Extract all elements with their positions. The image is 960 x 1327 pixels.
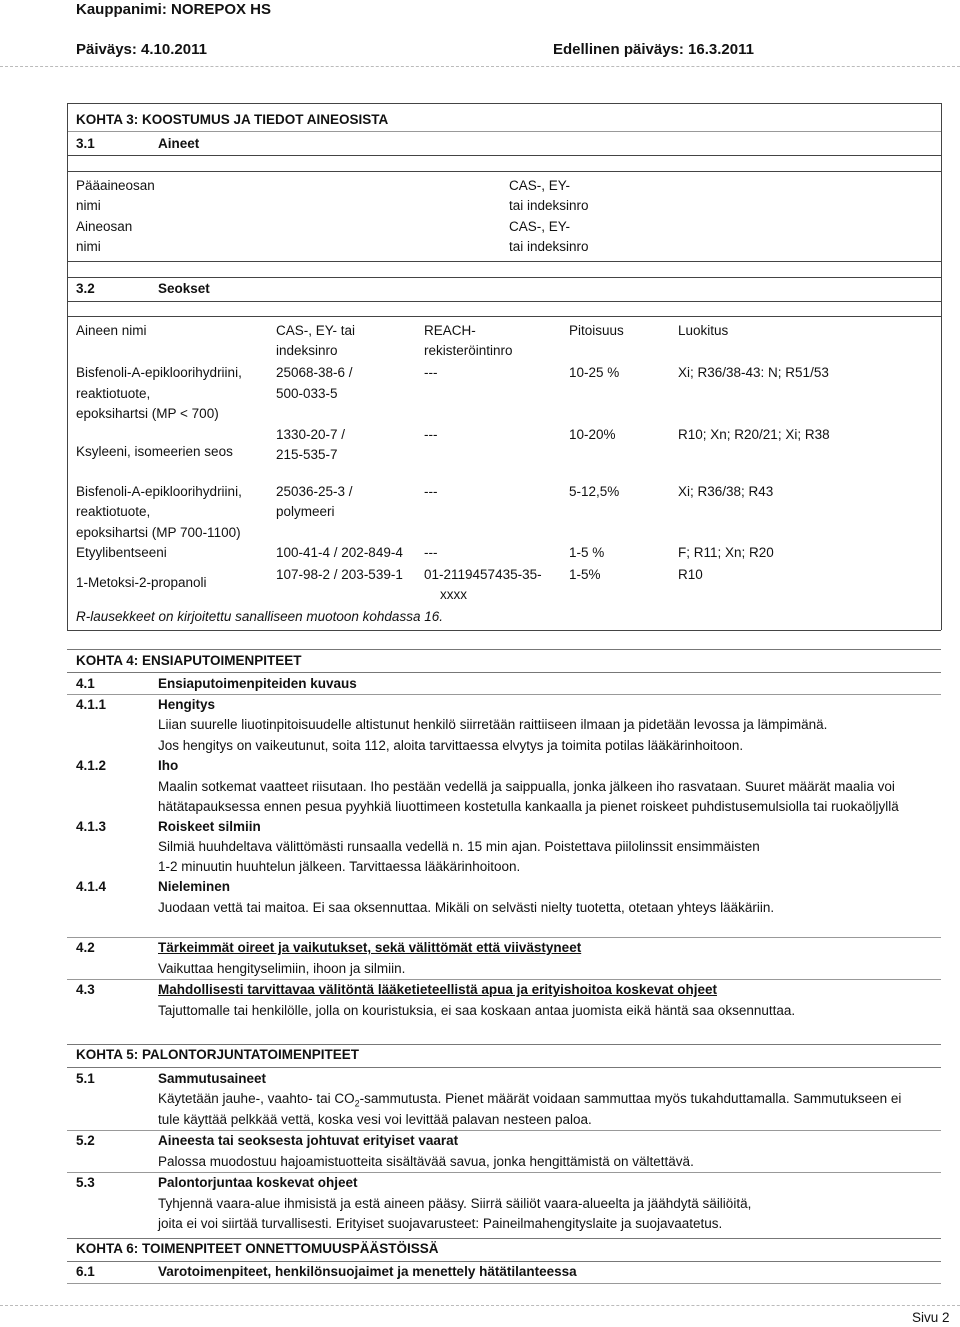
section-4-1-3-text: Silmiä huuhdeltava välittömästi runsaalla vedellä n. 15 min ajan. Poistettava piilolinssit ensimmäisten bbox=[158, 839, 760, 854]
row-cas: 107-98-2 / 203-539-1 bbox=[276, 567, 403, 582]
row-cas: 100-41-4 / 202-849-4 bbox=[276, 545, 403, 560]
row-reach: --- bbox=[424, 427, 438, 442]
row-cas: 1330-20-7 / bbox=[276, 427, 346, 442]
section-4-1-1-text-2: Jos hengitys on vaikeutunut, soita 112, aloita tarvittaessa elvytys ja toimita potilas lääkärinhoitoon. bbox=[158, 738, 744, 753]
row-name-2: reaktiotuote, bbox=[76, 386, 151, 401]
component-cas-label: CAS-, EY- bbox=[509, 219, 571, 234]
section-4-1-3-title: Roiskeet silmiin bbox=[158, 819, 261, 834]
section-4-1-4-title: Nieleminen bbox=[158, 879, 231, 894]
section-5-2-title: Aineesta tai seoksesta johtuvat erityiset vaarat bbox=[158, 1133, 459, 1148]
main-cas-label: CAS-, EY- bbox=[509, 178, 571, 193]
section-4-1-3-number: 4.1.3 bbox=[76, 819, 107, 834]
section-6-1-title: Varotoimenpiteet, henkilönsuojaimet ja menettely hätätilanteessa bbox=[158, 1264, 577, 1279]
section-4-1-title: Ensiaputoimenpiteiden kuvaus bbox=[158, 676, 357, 691]
row-concentration: 1-5% bbox=[569, 567, 601, 582]
section-4-1-2-text: Maalin sotkemat vaatteet riisutaan. Iho pestään vedellä ja saippualla, jonka jälkeen iho rasvataan. Suuret määrät maalia voi bbox=[158, 779, 895, 794]
row-concentration: 1-5 % bbox=[569, 545, 605, 560]
section-5-1-text bbox=[158, 1091, 901, 1109]
row-name-3: epoksihartsi (MP 700-1100) bbox=[76, 525, 241, 540]
section-4-1-1-title: Hengitys bbox=[158, 697, 216, 712]
row-reach-2: xxxx bbox=[440, 587, 467, 602]
row-concentration: 5-12,5% bbox=[569, 484, 620, 499]
co2-subscript: 2 bbox=[354, 1098, 360, 1109]
footer-separator bbox=[0, 1305, 960, 1306]
section-4-3-text: Tajuttomalle tai henkilölle, jolla on kouristuksia, ei saa koskaan antaa juomista eikä häntä saa oksennuttaa. bbox=[158, 1003, 796, 1018]
component-cas-label-2: tai indeksinro bbox=[509, 239, 589, 254]
section-5-title: KOHTA 5: PALONTORJUNTATOIMENPITEET bbox=[76, 1047, 360, 1062]
section-4-1-number: 4.1 bbox=[76, 676, 95, 691]
section-5-1-number: 5.1 bbox=[76, 1071, 95, 1086]
col-header-reach: REACH- bbox=[424, 323, 476, 338]
row-classification: R10; Xn; R20/21; Xi; R38 bbox=[678, 427, 830, 442]
component-label-2: nimi bbox=[76, 239, 101, 254]
section-5-3-number: 5.3 bbox=[76, 1175, 95, 1190]
col-header-concentration: Pitoisuus bbox=[569, 323, 624, 338]
section-4-title: KOHTA 4: ENSIAPUTOIMENPITEET bbox=[76, 653, 302, 668]
section-4-1-4-number: 4.1.4 bbox=[76, 879, 107, 894]
col-header-reach-2: rekisteröintinro bbox=[424, 343, 513, 358]
row-cas-2: 215-535-7 bbox=[276, 447, 338, 462]
row-name-2: reaktiotuote, bbox=[76, 504, 151, 519]
section-3-title: KOHTA 3: KOOSTUMUS JA TIEDOT AINEOSISTA bbox=[76, 112, 389, 127]
section-4-1-1-number: 4.1.1 bbox=[76, 697, 107, 712]
section-4-1-4-text: Juodaan vettä tai maitoa. Ei saa oksennuttaa. Mikäli on selvästi nielty tuotetta, otetaan yhteys lääkäriin. bbox=[158, 900, 775, 915]
previous-date: Edellinen päiväys: 16.3.2011 bbox=[553, 41, 754, 58]
row-name: Ksyleeni, isomeerien seos bbox=[76, 444, 233, 459]
section-6-title: KOHTA 6: TOIMENPITEET ONNETTOMUUSPÄÄSTÖISSÄ bbox=[76, 1241, 439, 1256]
row-name-3: epoksihartsi (MP < 700) bbox=[76, 406, 219, 421]
row-name: 1-Metoksi-2-propanoli bbox=[76, 575, 207, 590]
page-number: Sivu 2 bbox=[912, 1310, 950, 1325]
row-reach: --- bbox=[424, 484, 438, 499]
main-component-label-2: nimi bbox=[76, 198, 101, 213]
section-4-2-title: Tärkeimmät oireet ja vaikutukset, sekä välittömät että viivästyneet bbox=[158, 940, 582, 955]
section-5-1-text-2: tule käyttää pelkkää vettä, koska vesi voi levittää palavan nesteen paloa. bbox=[158, 1112, 592, 1127]
document-date: Päiväys: 4.10.2011 bbox=[76, 41, 207, 58]
row-name: Bisfenoli-A-epikloorihydriini, bbox=[76, 484, 242, 499]
section-4-1-3-text-2: 1-2 minuutin huuhtelun jälkeen. Tarvittaessa lääkärinhoitoon. bbox=[158, 859, 521, 874]
col-header-cas: CAS-, EY- tai bbox=[276, 323, 356, 338]
section-5-1-text-a: Käytetään jauhe-, vaahto- tai CO bbox=[158, 1091, 355, 1106]
row-classification: Xi; R36/38-43: N; R51/53 bbox=[678, 365, 829, 380]
section-5-1-text-b: -sammutusta. Pienet määrät voidaan sammuttaa myös tukahduttamalla. Sammutukseen ei bbox=[359, 1091, 902, 1106]
section-4-1-2-title: Iho bbox=[158, 758, 179, 773]
row-name: Bisfenoli-A-epikloorihydriini, bbox=[76, 365, 242, 380]
col-header-classification: Luokitus bbox=[678, 323, 729, 338]
section-5-1-title: Sammutusaineet bbox=[158, 1071, 267, 1086]
row-concentration: 10-25 % bbox=[569, 365, 620, 380]
row-reach: 01-2119457435-35- bbox=[424, 567, 542, 582]
section-4-1-2-number: 4.1.2 bbox=[76, 758, 107, 773]
row-classification: Xi; R36/38; R43 bbox=[678, 484, 774, 499]
section-5-2-number: 5.2 bbox=[76, 1133, 95, 1148]
row-cas-2: 500-033-5 bbox=[276, 386, 338, 401]
r-phrases-note: R-lausekkeet on kirjoitettu sanalliseen muotoon kohdassa 16. bbox=[76, 609, 443, 624]
section-5-3-title: Palontorjuntaa koskevat ohjeet bbox=[158, 1175, 358, 1190]
section-4-2-text: Vaikuttaa hengityselimiin, ihoon ja silmiin. bbox=[158, 961, 406, 976]
section-3-1-number: 3.1 bbox=[76, 136, 95, 151]
section-4-2-number: 4.2 bbox=[76, 940, 95, 955]
section-3-2-title: Seokset bbox=[158, 281, 210, 296]
section-3-1-title: Aineet bbox=[158, 136, 200, 151]
row-reach: --- bbox=[424, 365, 438, 380]
row-classification: R10 bbox=[678, 567, 703, 582]
col-header-cas-2: indeksinro bbox=[276, 343, 338, 358]
row-cas: 25068-38-6 / bbox=[276, 365, 353, 380]
row-classification: F; R11; Xn; R20 bbox=[678, 545, 774, 560]
company-name: Kauppanimi: NOREPOX HS bbox=[76, 1, 272, 18]
row-reach: --- bbox=[424, 545, 438, 560]
row-cas: 25036-25-3 / bbox=[276, 484, 353, 499]
section-4-3-number: 4.3 bbox=[76, 982, 95, 997]
section-3-top-border bbox=[67, 103, 941, 104]
row-name: Etyylibentseeni bbox=[76, 545, 167, 560]
section-3-2-number: 3.2 bbox=[76, 281, 95, 296]
row-cas-2: polymeeri bbox=[276, 504, 335, 519]
section-4-3-title: Mahdollisesti tarvittavaa välitöntä lääketieteellistä apua ja erityishoitoa koskevat ohjeet bbox=[158, 982, 717, 997]
section-5-2-text: Palossa muodostuu hajoamistuotteita sisältävää savua, jonka hengittämistä on vältettävä. bbox=[158, 1154, 694, 1169]
header-separator bbox=[0, 66, 960, 67]
section-4-1-1-text: Liian suurelle liuotinpitoisuudelle altistunut henkilö siirretään raittiiseen ilmaan ja pidetään levossa ja lämpimänä. bbox=[158, 717, 828, 732]
row-concentration: 10-20% bbox=[569, 427, 616, 442]
main-component-label: Pääaineosan bbox=[76, 178, 155, 193]
section-5-3-text-2: joita ei voi siirtää turvallisesti. Erityiset suojavarusteet: Paineilmahengityslaite ja suojavaatetus. bbox=[158, 1216, 723, 1231]
section-6-1-number: 6.1 bbox=[76, 1264, 95, 1279]
main-cas-label-2: tai indeksinro bbox=[509, 198, 589, 213]
section-5-3-text: Tyhjennä vaara-alue ihmisistä ja estä aineen pääsy. Siirrä säiliöt vaara-alueelta ja jäähdytä säiliöitä, bbox=[158, 1196, 752, 1211]
col-header-name: Aineen nimi bbox=[76, 323, 147, 338]
component-label: Aineosan bbox=[76, 219, 133, 234]
section-4-1-2-text-2: hätätapauksessa ennen pesua pyyhkiä liuottimeen kostetulla kankaalla ja pienet roiskeet puhdistusemulsiolla tai ruokaöljyllä bbox=[158, 799, 899, 814]
